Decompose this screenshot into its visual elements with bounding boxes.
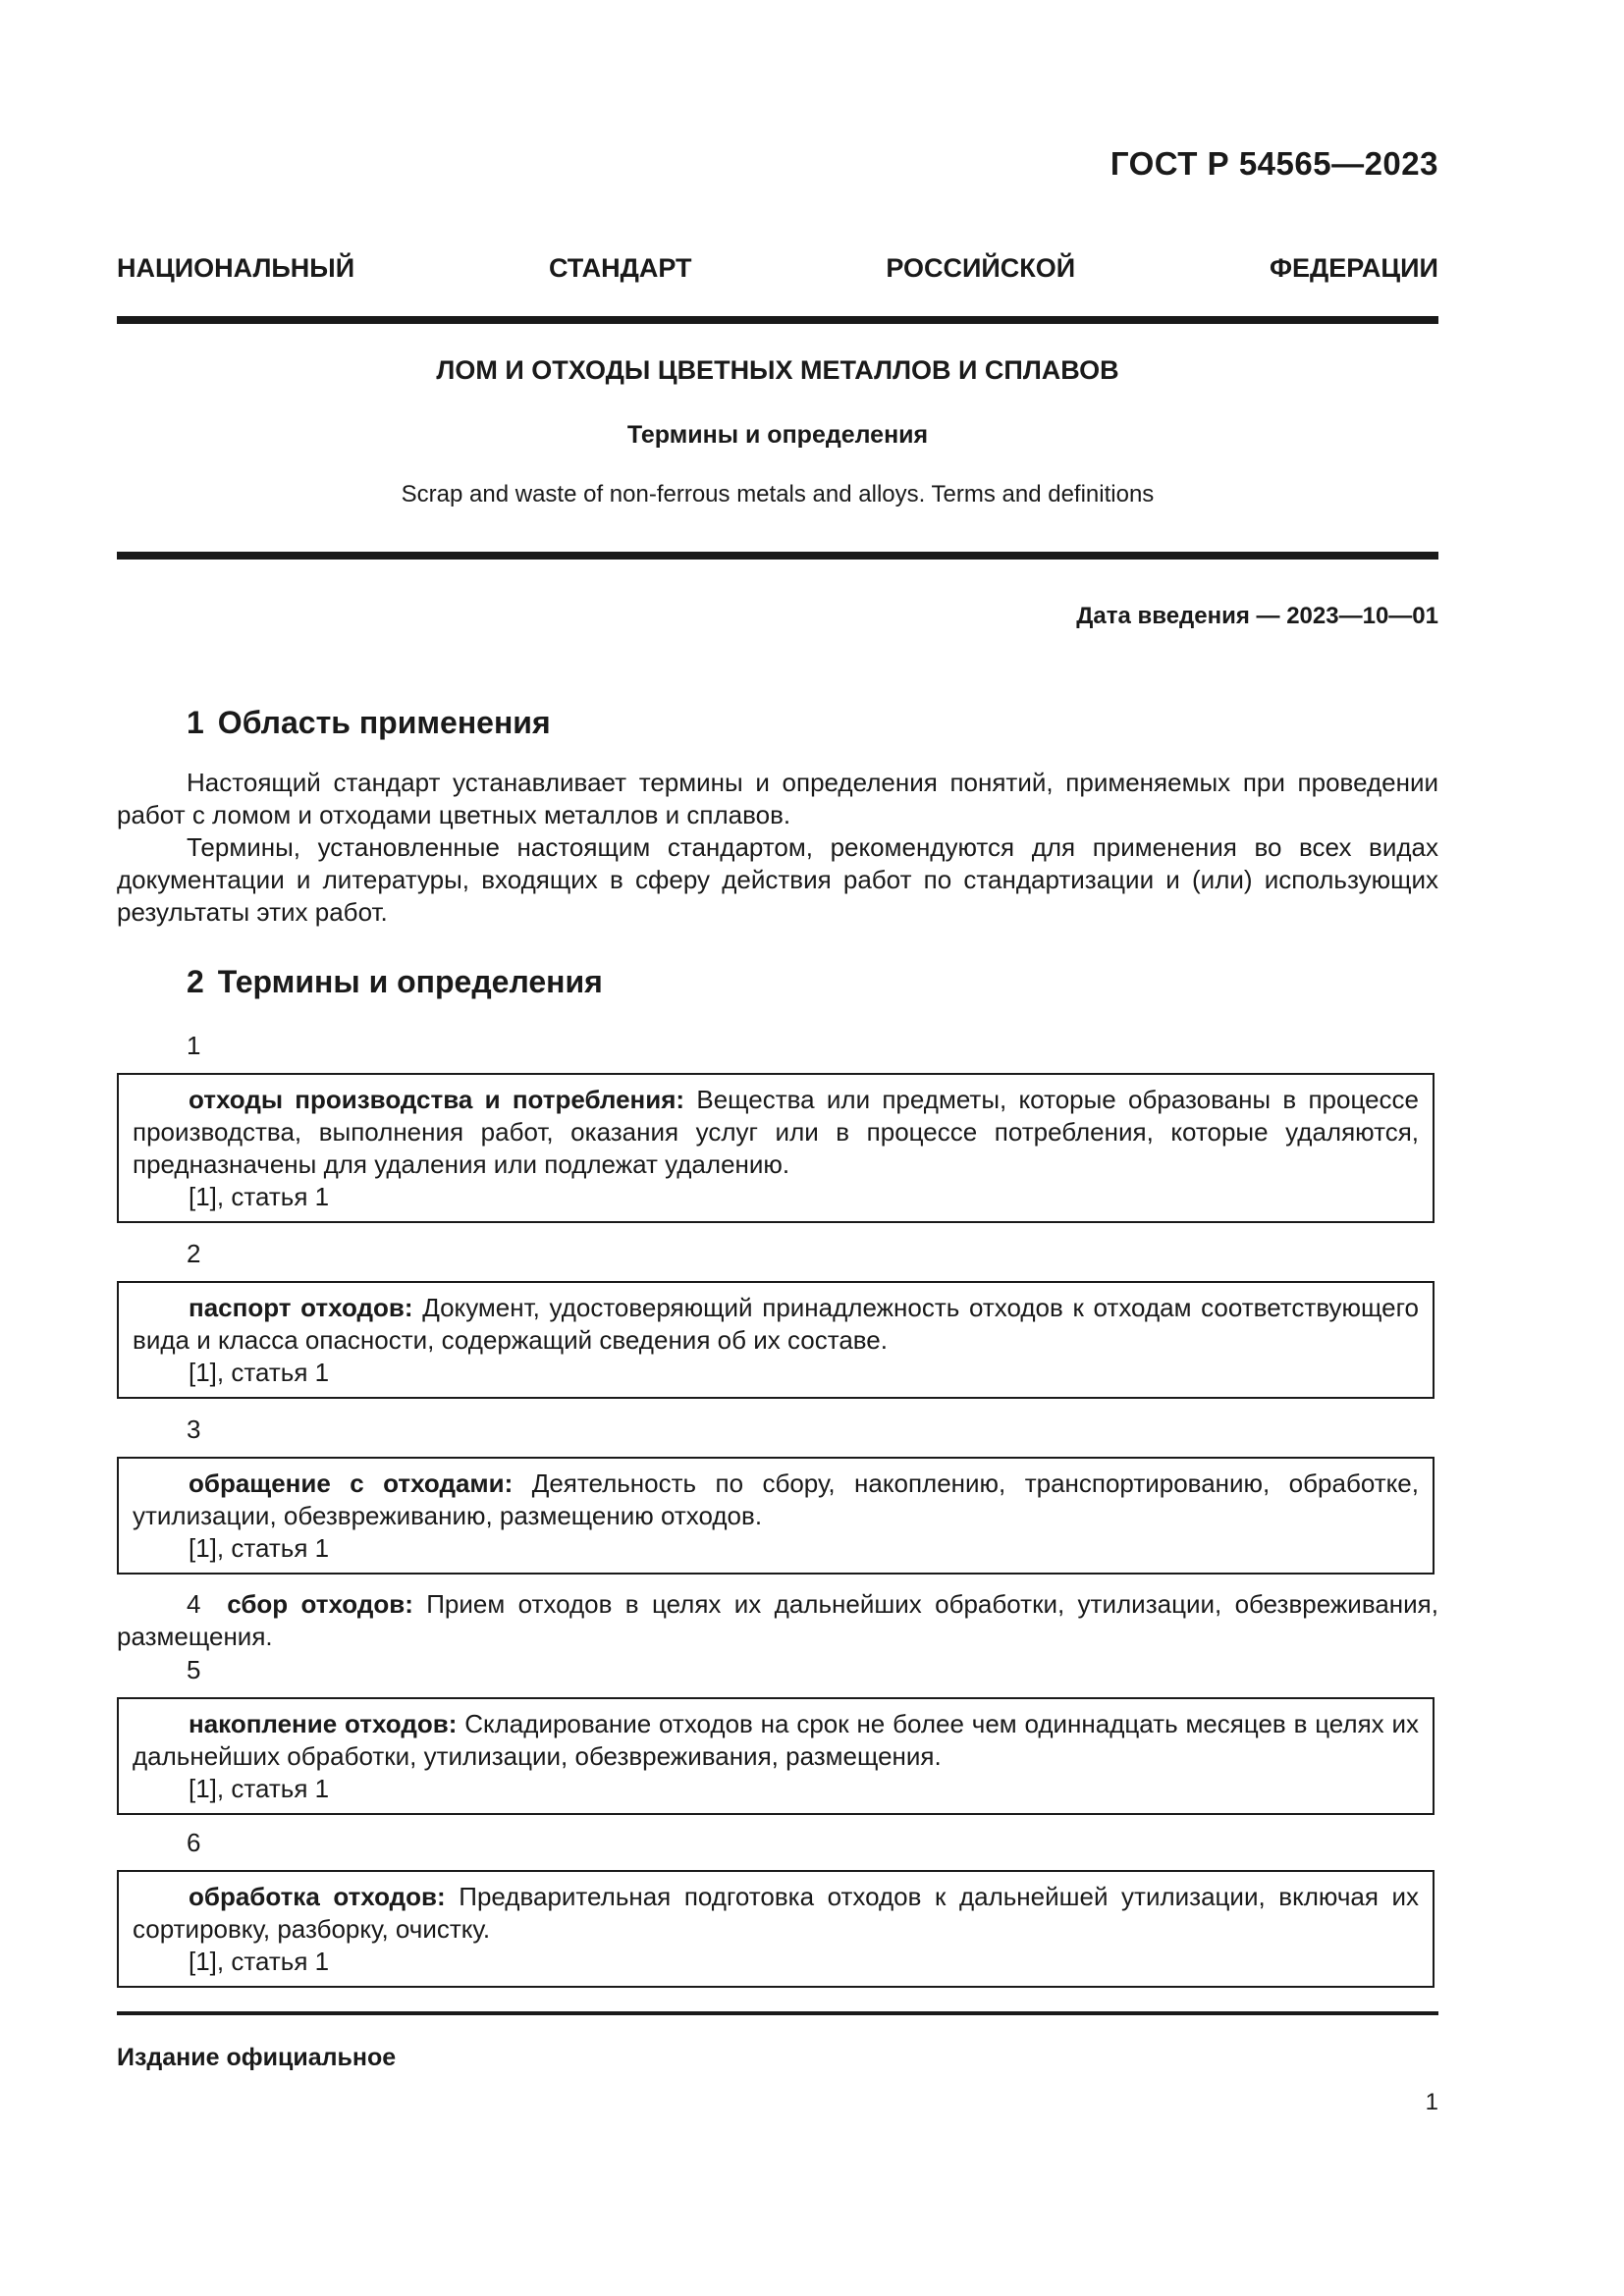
term-number: 1 bbox=[187, 1031, 201, 1060]
title-divider bbox=[117, 552, 1438, 560]
term-name: накопление отходов: bbox=[189, 1709, 458, 1738]
section-number: 2 bbox=[187, 964, 204, 999]
introduction-date: Дата введения — 2023—10—01 bbox=[1076, 603, 1438, 629]
term-source: [1], статья 1 bbox=[189, 1533, 330, 1563]
term-definition: обращение с отходами: Деятельность по сбору, накоплению, транспортированию, обработке, утилизации, обезвреживанию, размещению отходов. bbox=[133, 1468, 1419, 1530]
top-divider bbox=[117, 316, 1438, 324]
term-name: обращение с отходами: bbox=[189, 1468, 514, 1498]
section-title: Область применения bbox=[217, 705, 551, 740]
term-source: [1], статья 1 bbox=[189, 1947, 330, 1976]
term-name: обработка отходов: bbox=[189, 1882, 446, 1911]
term-source: [1], статья 1 bbox=[189, 1182, 330, 1211]
standard-title-english: Scrap and waste of non-ferrous metals and alloys. Terms and definitions bbox=[401, 481, 1155, 507]
term-box bbox=[117, 1281, 1435, 1399]
scope-paragraph: Настоящий стандарт устанавливает термины и определения понятий, применяемых при проведении работ с ломом и отходами цветных металлов и сплавов. bbox=[117, 768, 1438, 829]
official-edition-label: Издание официальное bbox=[117, 2044, 397, 2071]
standard-title: ЛОМ И ОТХОДЫ ЦВЕТНЫХ МЕТАЛЛОВ И СПЛАВОВ bbox=[436, 355, 1119, 385]
term-number: 4 bbox=[187, 1589, 201, 1619]
term-name: сбор отходов: bbox=[227, 1589, 413, 1619]
scope-paragraph: Термины, установленные настоящим стандартом, рекомендуются для применения во всех видах документации и литературы, входящих в сферу действия работ по стандартизации и (или) использующих результаты этих работ. bbox=[117, 832, 1438, 927]
term-definition: накопление отходов: Складирование отходов на срок не более чем одиннадцать месяцев в целях их дальнейших обработки, утилизации, обезвреживания, размещения. bbox=[133, 1709, 1419, 1771]
term-box bbox=[117, 1870, 1435, 1988]
term-number: 6 bbox=[187, 1828, 201, 1857]
term-definition: паспорт отходов: Документ, удостоверяющий принадлежность отходов к отходам соответствующего вида и класса опасности, содержащий сведения об их составе. bbox=[133, 1293, 1419, 1355]
term-source: [1], статья 1 bbox=[189, 1774, 330, 1803]
term-number: 2 bbox=[187, 1239, 201, 1268]
section-heading-terms bbox=[187, 964, 603, 1000]
section-title: Термины и определения bbox=[217, 964, 603, 999]
section-heading-scope bbox=[187, 705, 551, 741]
term-box bbox=[117, 1697, 1435, 1815]
page-number: 1 bbox=[1425, 2089, 1438, 2115]
banner-word: РОССИЙСКОЙ bbox=[886, 253, 1076, 283]
standard-subtitle: Термины и определения bbox=[626, 421, 929, 449]
banner-word: ФЕДЕРАЦИИ bbox=[1270, 253, 1438, 283]
banner-word: СТАНДАРТ bbox=[548, 253, 692, 283]
term-number: 5 bbox=[187, 1655, 201, 1684]
document-code: ГОСТ Р 54565—2023 bbox=[1110, 145, 1438, 182]
term-entry-unboxed: 4 сбор отходов: Прием отходов в целях их дальнейших обработки, утилизации, обезвреживания, размещения. bbox=[117, 1589, 1438, 1651]
document-page bbox=[117, 0, 1438, 2296]
term-box bbox=[117, 1073, 1435, 1223]
term-source: [1], статья 1 bbox=[189, 1358, 330, 1387]
section-number: 1 bbox=[187, 705, 204, 740]
term-name: отходы производства и потребления: bbox=[189, 1085, 685, 1114]
term-definition: обработка отходов: Предварительная подготовка отходов к дальнейшей утилизации, включая их сортировку, разборку, очистку. bbox=[133, 1882, 1420, 1944]
national-standard-banner bbox=[117, 253, 1438, 284]
term-number: 3 bbox=[187, 1415, 201, 1444]
term-name: паспорт отходов: bbox=[189, 1293, 413, 1322]
banner-word: НАЦИОНАЛЬНЫЙ bbox=[117, 253, 355, 283]
term-definition: отходы производства и потребления: Вещества или предметы, которые образованы в процессе производства, выполнения работ, оказания услуг или в процессе потребления, которые удаляются, предназначены для удаления или подлежат удалению. bbox=[133, 1085, 1419, 1179]
footer-divider bbox=[117, 2011, 1438, 2015]
term-box bbox=[117, 1457, 1435, 1575]
